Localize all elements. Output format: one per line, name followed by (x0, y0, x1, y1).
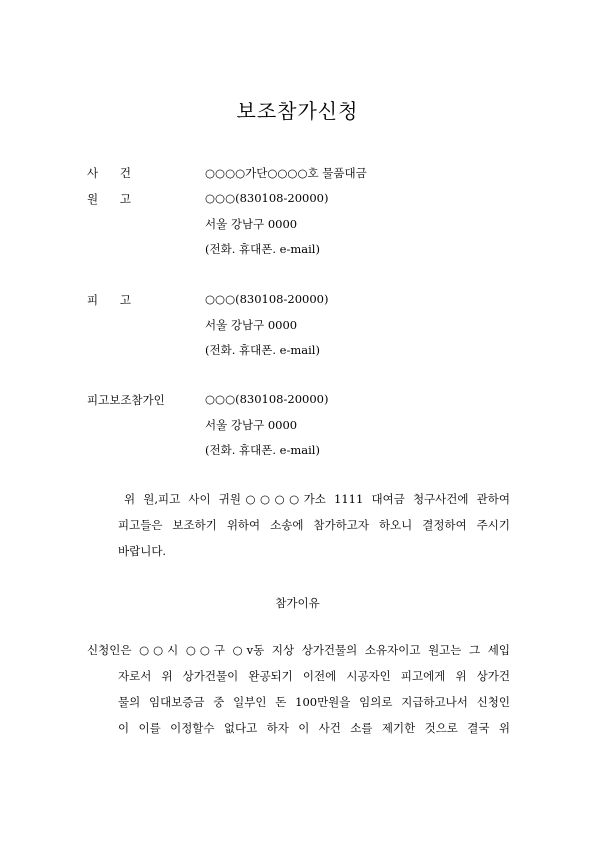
plaintiff-label-char-2: 고 (119, 192, 131, 206)
request-paragraph (118, 486, 510, 564)
plaintiff-label (87, 191, 131, 207)
reason-line-1: 신청인은 ○○시 ○○구 ○v동 지상 상가건물의 소유자이고 원고는 그 세입 (87, 643, 510, 657)
case-label-char-2: 건 (119, 166, 131, 180)
intervenor-name: ○○○(830108-20000) (205, 392, 329, 406)
defendant-label-char-1: 피 (87, 293, 99, 307)
defendant-address: 서울 강남구 0000 (205, 318, 298, 332)
reason-paragraph (87, 637, 510, 741)
plaintiff-name: ○○○(830108-20000) (205, 191, 329, 205)
plaintiff-address: 서울 강남구 0000 (205, 217, 298, 231)
reason-line-4: 이 이를 이정할수 없다고 하자 이 사건 소를 제기한 것으로 결국 위 (118, 721, 510, 735)
intervenor-label: 피고보조참가인 (87, 393, 165, 407)
reason-line-3: 물의 임대보증금 중 일부인 돈 100만원을 임의로 지급하고나서 신청인 (118, 695, 510, 709)
case-value: ○○○○가단○○○○호 물품대금 (205, 166, 367, 180)
defendant-contact: (전화. 휴대폰. e-mail) (205, 343, 320, 357)
case-label (87, 165, 131, 181)
request-line-3: 바랍니다. (118, 544, 167, 558)
request-line-2: 피고들은 보조하기 위하여 소송에 참가하고자 하오니 결정하여 주시기 (118, 518, 510, 532)
request-line-1: 위 원,피고 사이 귀원○○○○가소 1111 대여금 청구사건에 관하여 (124, 492, 510, 506)
intervenor-address: 서울 강남구 0000 (205, 418, 298, 432)
plaintiff-contact: (전화. 휴대폰. e-mail) (205, 242, 320, 256)
case-label-char-1: 사 (87, 166, 99, 180)
reason-heading: 참가이유 (275, 596, 320, 610)
reason-line-2: 자로서 위 상가건물이 완공되기 이전에 시공자인 피고에게 위 상가건 (118, 669, 510, 683)
document-title: 보조참가신청 (236, 99, 359, 123)
defendant-name: ○○○(830108-20000) (205, 292, 329, 306)
intervenor-contact: (전화. 휴대폰. e-mail) (205, 443, 320, 457)
defendant-label (87, 292, 131, 308)
plaintiff-label-char-1: 원 (87, 192, 99, 206)
defendant-label-char-2: 고 (119, 293, 131, 307)
